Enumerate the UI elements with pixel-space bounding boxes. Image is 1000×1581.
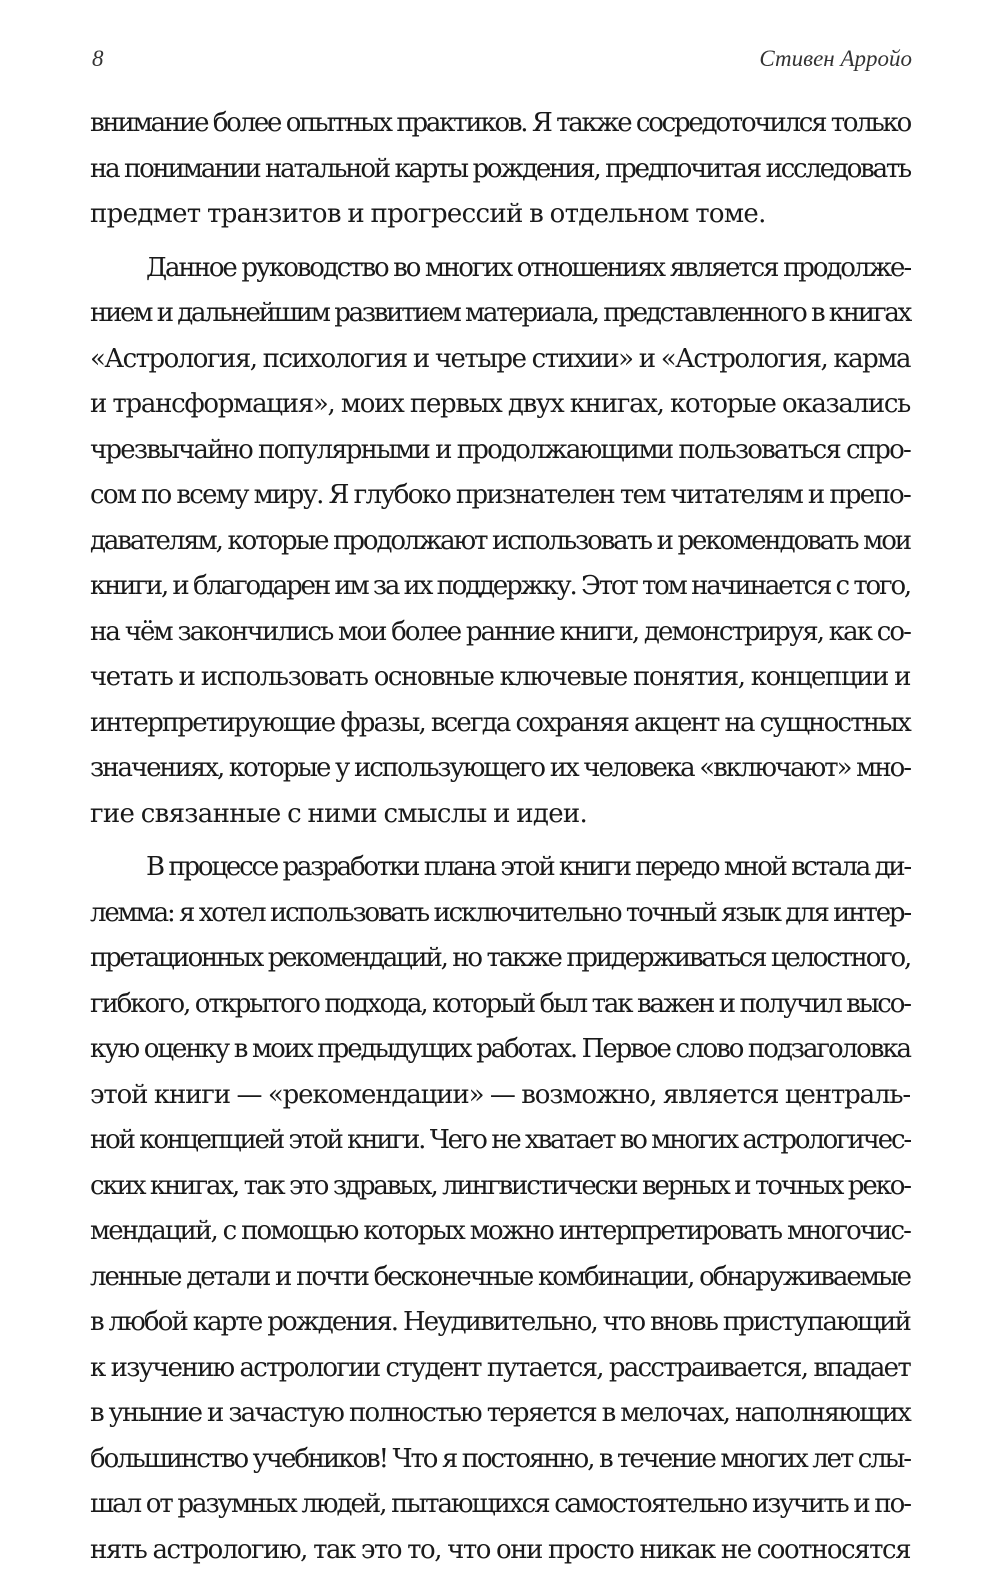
- paragraph-1: [90, 101, 910, 238]
- text-line: на понимании натальной карты рождения, предпочитая исследовать: [90, 153, 910, 184]
- text-line: четать и использовать основные ключевые понятия, концепции и: [90, 662, 910, 692]
- text-line: этой книги — «рекомендации» — возможно, является централь-: [90, 1079, 910, 1110]
- text-line: лемма: я хотел использовать исключительно точный язык для интер-: [90, 897, 910, 928]
- text-line: в уныние и зачастую полностью теряется в мелочах, наполняющих: [90, 1398, 910, 1428]
- text-line: ленные детали и почти бесконечные комбинации, обнаруживаемые: [90, 1261, 910, 1292]
- paragraph-2: [90, 246, 910, 838]
- text-line: к изучению астрологии студент путается, расстраивается, впадает: [90, 1352, 910, 1383]
- running-head: [92, 46, 912, 80]
- text-line: «Астрология, психология и четыре стихии» и «Астрология, карма: [90, 343, 910, 374]
- text-line: сом по всему миру. Я глубоко признателен тем читателям и препо-: [90, 480, 910, 510]
- text-line: мендаций, с помощью которых можно интерпретировать многочис-: [90, 1216, 910, 1246]
- text-line: и трансформация», моих первых двух книгах, которые оказались: [90, 389, 910, 419]
- page-number: 8: [92, 46, 104, 71]
- text-line: гие связанные с ними смыслы и идеи.: [90, 798, 588, 829]
- body-text: [90, 101, 910, 1581]
- text-line: ских книгах, так это здравых, лингвистически верных и точных реко-: [90, 1170, 910, 1201]
- text-line: на чём закончились мои более ранние книги, демонстрируя, как со-: [90, 616, 910, 647]
- text-line: предмет транзитов и прогрессий в отдельном томе.: [90, 199, 766, 229]
- author-name: Стивен Арройо: [759, 46, 912, 71]
- text-line: книги, и благодарен им за их поддержку. Этот том начинается с того,: [90, 571, 910, 601]
- text-line: внимание более опытных практиков. Я также сосредоточился только: [90, 108, 910, 138]
- text-line: в любой карте рождения. Неудивительно, что вновь приступающий: [90, 1307, 910, 1337]
- paragraph-3: [90, 845, 910, 1573]
- text-line: В процессе разработки плана этой книги передо мной встала ди-: [146, 852, 910, 882]
- text-line: ной концепцией этой книги. Чего не хватает во многих астрологичес-: [90, 1125, 910, 1155]
- text-line: большинство учебников! Что я постоянно, в течение многих лет слы-: [90, 1443, 910, 1474]
- text-line: нием и дальнейшим развитием материала, представленного в книгах: [90, 298, 910, 328]
- text-line: давателям, которые продолжают использовать и рекомендовать мои: [90, 525, 910, 556]
- text-line: кую оценку в моих предыдущих работах. Первое слово подзаголовка: [90, 1034, 910, 1064]
- text-line: нять астрологию, так это то, что они просто никак не соотносятся: [90, 1534, 910, 1565]
- text-line: чрезвычайно популярными и продолжающими пользоваться спро-: [90, 434, 910, 465]
- text-line: Данное руководство во многих отношениях является продолже-: [146, 252, 910, 283]
- text-line: интерпретирующие фразы, всегда сохраняя акцент на сущностных: [90, 707, 910, 738]
- text-line: значениях, которые у использующего их человека «включают» мно-: [90, 753, 910, 783]
- text-line: гибкого, открытого подхода, который был так важен и получил высо-: [90, 988, 910, 1019]
- text-line: шал от разумных людей, пытающихся самостоятельно изучить и по-: [90, 1489, 910, 1519]
- text-line: претационных рекомендаций, но также придерживаться целостного,: [90, 943, 910, 973]
